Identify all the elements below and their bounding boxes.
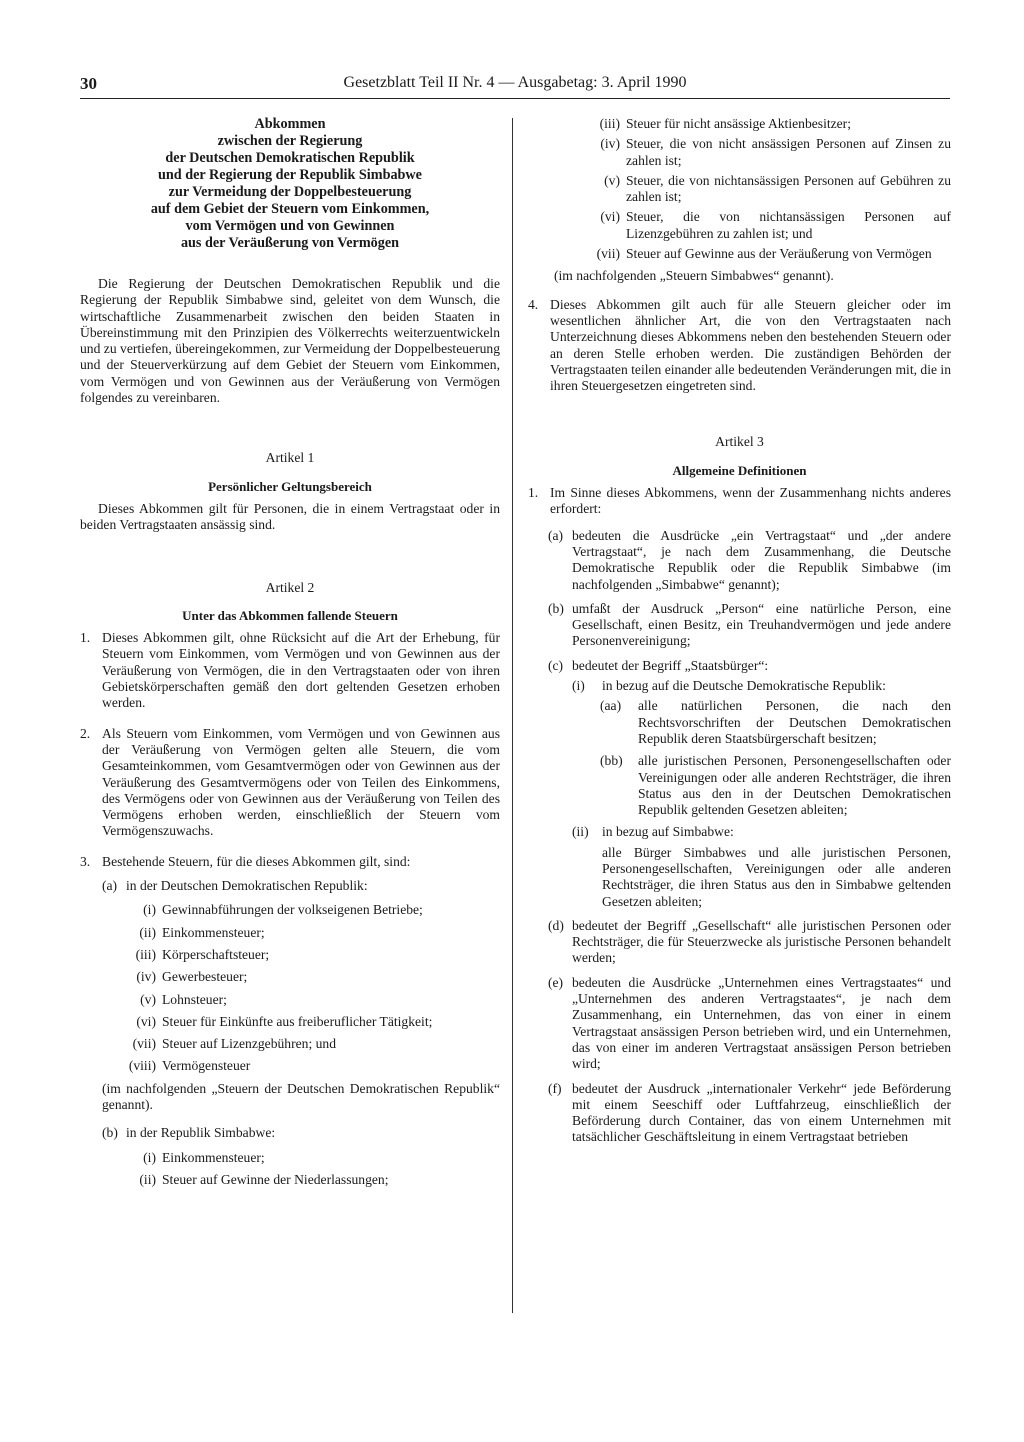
definition-c-ii-text: alle Bürger Simbabwes und alle juristischen Personen, Personengesellschaften, Vereinigungen oder alle anderen Rechtsträger, die ihren Status aus den in Simbabwe geltenden Gesetzen ableiten; — [602, 844, 951, 909]
paragraph-text: Dieses Abkommen gilt, ohne Rücksicht auf die Art der Erhebung, für Steuern vom Einkommen, vom Vermögen und von Gewinnen aus der Veräußerung von Vermögen, die in den Vertragstaaten oder von ihren Gebietskörperschaften gemäß den dort geltenden Gesetzen erhoben werden. — [102, 630, 500, 711]
item-number: (iv) — [136, 969, 156, 985]
title-line: auf dem Gebiet der Steuern vom Einkommen, — [150, 201, 430, 217]
title-line: aus der Veräußerung von Vermögen — [180, 235, 400, 251]
list-item — [102, 947, 500, 963]
paragraph-text: Im Sinne dieses Abkommens, wenn der Zusammenhang nichts anderes erfordert: — [550, 485, 951, 517]
definition-text: bedeutet der Begriff „Staatsbürger“: — [572, 657, 769, 673]
item-number: (aa) — [600, 698, 622, 714]
definition-c — [528, 658, 951, 674]
definition-letter: (b) — [548, 600, 564, 616]
article-1-text: Dieses Abkommen gilt für Personen, die in einem Vertragstaat oder in beiden Vertragstaaten ansässig sind. — [80, 500, 500, 533]
zimbabwe-tax-note: (im nachfolgenden „Steuern Simbabwes“ genannt). — [554, 268, 834, 284]
item-text: Steuer auf Gewinne aus der Veräußerung von Vermögen — [626, 246, 932, 262]
definition-letter: (d) — [548, 917, 564, 933]
paragraph-text: Als Steuern vom Einkommen, vom Vermögen und von Gewinnen aus der Veräußerung von Vermögen gelten alle Steuern, die vom Gesamteinkommen, vom Gesamtvermögen oder von Gewinnen aus der Veräußerung des Gesamtvermögens oder von Teilen des Einkommens, des Vermögens oder von Gewinnen aus der Veräußerung von Teilen des Vermögens erhoben werden, einschließlich der Steuern vom Vermögenszuwachs. — [102, 725, 500, 839]
definition-a — [528, 528, 951, 593]
article-3-subheading: Allgemeine Definitionen — [672, 462, 807, 478]
ddr-tax-note: (im nachfolgenden „Steuern der Deutschen Demokratischen Republik“ genannt). — [102, 1080, 500, 1112]
item-text: Steuer, die von nicht ansässigen Personen auf Zinsen zu zahlen ist; — [626, 136, 951, 168]
item-text: alle juristischen Personen, Personengesellschaften oder Vereinigungen oder alle anderen Rechtsträger, die ihren Status aus den in der Deutschen Demokratischen Republik geltenden Gesetzen ableiten; — [638, 753, 951, 818]
item-text: Gewerbesteuer; — [162, 969, 248, 985]
paragraph-number: 2. — [80, 725, 91, 741]
article-1-heading: Artikel 1 — [265, 450, 315, 466]
list-item — [528, 116, 951, 132]
item-number: (ii) — [572, 824, 589, 840]
article-3-paragraph-1 — [528, 485, 951, 518]
item-text: alle natürlichen Personen, die nach den Rechtsvorschriften der Deutschen Demokratischen Republik deren Staatsbürgerschaft besitzen; — [638, 698, 951, 746]
definition-text: umfaßt der Ausdruck „Person“ eine natürliche Person, eine Gesellschaft, einen Besitz, ein Treuhandvermögen und jede andere Personenvereinigung; — [572, 600, 951, 649]
item-text: Steuer, die von nichtansässigen Personen auf Gebühren zu zahlen ist; — [626, 172, 951, 205]
article-2-heading: Artikel 2 — [265, 579, 315, 595]
definition-text: bedeutet der Ausdruck „internationaler Verkehr“ jede Beförderung mit einem Seeschiff oder Luftfahrzeug, einschließlich der Beförderung durch Container, das von einem Unternehmen mit tatsächlicher Geschäftsleitung in einem Vertragstaat betrieben — [572, 1080, 951, 1145]
item-text: Steuer für nicht ansässige Aktienbesitzer; — [626, 116, 851, 131]
agreement-title — [80, 116, 500, 252]
list-item — [102, 1058, 500, 1074]
item-number: (iv) — [600, 136, 620, 152]
item-number: (i) — [143, 1149, 156, 1165]
definition-c-bb — [528, 753, 951, 818]
item-text: Gewinnabführungen der volkseigenen Betriebe; — [162, 902, 423, 918]
title-line: der Deutschen Demokratischen Republik — [165, 150, 415, 166]
definition-c-ii — [528, 824, 951, 840]
title-line: und der Regierung der Republik Simbabwe — [158, 167, 422, 183]
item-number: (vii) — [596, 246, 620, 262]
subsection-number: (b) — [102, 1125, 118, 1141]
definition-b — [528, 601, 951, 650]
title-line: vom Vermögen und von Gewinnen — [185, 218, 395, 234]
subsection-label: in der Republik Simbabwe: — [126, 1125, 276, 1141]
item-number: (viii) — [128, 1058, 156, 1074]
item-text: Steuer auf Gewinne der Niederlassungen; — [162, 1171, 389, 1187]
right-column — [528, 116, 951, 1154]
subsection-b — [102, 1125, 500, 1141]
item-text: Vermögensteuer — [162, 1058, 251, 1074]
definition-text: bedeuten die Ausdrücke „ein Vertragstaat“ und „der andere Vertragstaat“, je nach dem Zusammenhang, die Deutsche Demokratische Republik oder die Republik Simbabwe (im nachfolgenden „Simbabwe“ genannt); — [572, 527, 951, 592]
paragraph-number: 3. — [80, 853, 91, 869]
item-number: (ii) — [139, 1171, 156, 1187]
list-item — [102, 1172, 500, 1188]
item-number: (v) — [140, 991, 156, 1007]
definition-letter: (c) — [548, 657, 564, 673]
item-text: Lohnsteuer; — [162, 991, 227, 1007]
paragraph-number: 4. — [528, 296, 539, 312]
definition-c-i — [528, 678, 951, 694]
paragraph-number: 1. — [80, 630, 91, 646]
preamble: Die Regierung der Deutschen Demokratischen Republik und die Regierung der Republik Simbabwe sind, geleitet von dem Wunsch, die wirtschaftliche Zusammenarbeit zwischen den beiden Staaten in Übereinstimmung mit den Prinzipien des Völkerrechts weiterzuentwickeln und zu vertiefen, übereingekommen, zur Vermeidung der Doppelbesteuerung und der Steuerverkürzung auf dem Gebiet der Steuern vom Einkommen, vom Vermögen und von Gewinnen aus der Veräußerung von Vermögen folgendes zu vereinbaren. — [80, 276, 500, 406]
item-number: (vi) — [136, 1013, 156, 1029]
article-2-paragraph-4 — [528, 297, 951, 395]
definition-text: bedeuten die Ausdrücke „Unternehmen eines Vertragstaates“ und „Unternehmen des anderen Vertragstaates“, je nach dem Zusammenhang, ein Unternehmen, das von einer in einem Vertragstaat ansässigen Person betrieben wird, und ein Unternehmen, das von einer im anderen Vertragstaat ansässigen Person betrieben wird; — [572, 974, 951, 1072]
item-number: (bb) — [600, 753, 623, 769]
definition-letter: (e) — [548, 974, 564, 990]
item-text: in bezug auf die Deutsche Demokratische Republik: — [602, 678, 886, 694]
definition-e — [528, 975, 951, 1073]
item-number: (iii) — [135, 946, 156, 962]
definition-letter: (f) — [548, 1080, 562, 1096]
article-3-heading: Artikel 3 — [715, 434, 764, 450]
item-number: (vii) — [132, 1036, 156, 1052]
definition-text: bedeutet der Begriff „Gesellschaft“ alle juristischen Personen oder Rechtsträger, die für Steuerzwecke als juristische Personen behandelt werden; — [572, 917, 951, 966]
item-text: Körperschaftsteuer; — [162, 946, 270, 962]
item-text: in bezug auf Simbabwe: — [602, 824, 734, 840]
definition-d — [528, 918, 951, 967]
list-item — [102, 902, 500, 918]
list-item — [102, 969, 500, 985]
title-line: zur Vermeidung der Doppelbesteuerung — [168, 184, 412, 200]
subsection-label: in der Deutschen Demokratischen Republik: — [126, 878, 368, 894]
article-2-paragraph-2 — [80, 726, 500, 840]
left-column — [80, 116, 500, 1194]
item-number: (v) — [604, 172, 620, 188]
list-item — [528, 209, 951, 242]
item-number: (iii) — [599, 116, 620, 131]
article-2-subheading: Unter das Abkommen fallende Steuern — [182, 607, 398, 623]
subsection-number: (a) — [102, 878, 118, 894]
title-line: Abkommen — [254, 116, 326, 132]
item-number: (i) — [143, 902, 156, 918]
paragraph-text: Bestehende Steuern, für die dieses Abkommen gilt, sind: — [102, 853, 411, 869]
list-item — [102, 925, 500, 941]
item-text: Einkommensteuer; — [162, 1149, 265, 1165]
item-text: Steuer, die von nichtansässigen Personen auf Lizenzgebühren zu zahlen ist; und — [626, 209, 951, 241]
definition-letter: (a) — [548, 527, 564, 543]
item-number: (i) — [572, 678, 585, 694]
item-number: (ii) — [139, 924, 156, 940]
header-title: Gesetzblatt Teil II Nr. 4 — Ausgabetag: 3. April 1990 — [343, 74, 687, 91]
paragraph-text: Dieses Abkommen gilt auch für alle Steuern gleicher oder im wesentlichen ähnlicher Art, die von den Vertragstaaten nach Unterzeichnung dieses Abkommens neben den bestehenden Steuern oder an deren Stelle erhoben werden. Die zuständigen Behörden der Vertragstaaten teilen einander alle bedeutenden Veränderungen mit, die in ihren Steuergesetzen eingetreten sind. — [550, 296, 951, 394]
title-line: zwischen der Regierung — [217, 133, 363, 149]
article-1-subheading: Persönlicher Geltungsbereich — [208, 478, 372, 494]
subsection-a — [102, 878, 500, 894]
article-2-paragraph-3 — [80, 854, 500, 870]
list-item — [102, 1150, 500, 1166]
column-divider — [512, 118, 513, 1313]
item-text: Steuer für Einkünfte aus freiberuflicher Tätigkeit; — [162, 1013, 433, 1029]
page-header — [80, 74, 950, 98]
list-item — [102, 1014, 500, 1030]
zimbabwe-tax-list-start — [102, 1150, 500, 1189]
header-rule — [80, 98, 950, 99]
paragraph-number: 1. — [528, 485, 539, 501]
list-item — [102, 1036, 500, 1052]
item-number: (vi) — [600, 209, 620, 225]
item-text: Einkommensteuer; — [162, 924, 265, 940]
definition-f — [528, 1081, 951, 1146]
item-text: Steuer auf Lizenzgebühren; und — [162, 1036, 337, 1052]
list-item — [528, 173, 951, 206]
article-2-paragraph-1 — [80, 630, 500, 711]
list-item — [528, 246, 951, 262]
definition-c-aa — [528, 698, 951, 747]
page-number: 30 — [80, 74, 97, 93]
ddr-tax-list — [102, 902, 500, 1074]
list-item — [528, 136, 951, 169]
list-item — [102, 992, 500, 1008]
